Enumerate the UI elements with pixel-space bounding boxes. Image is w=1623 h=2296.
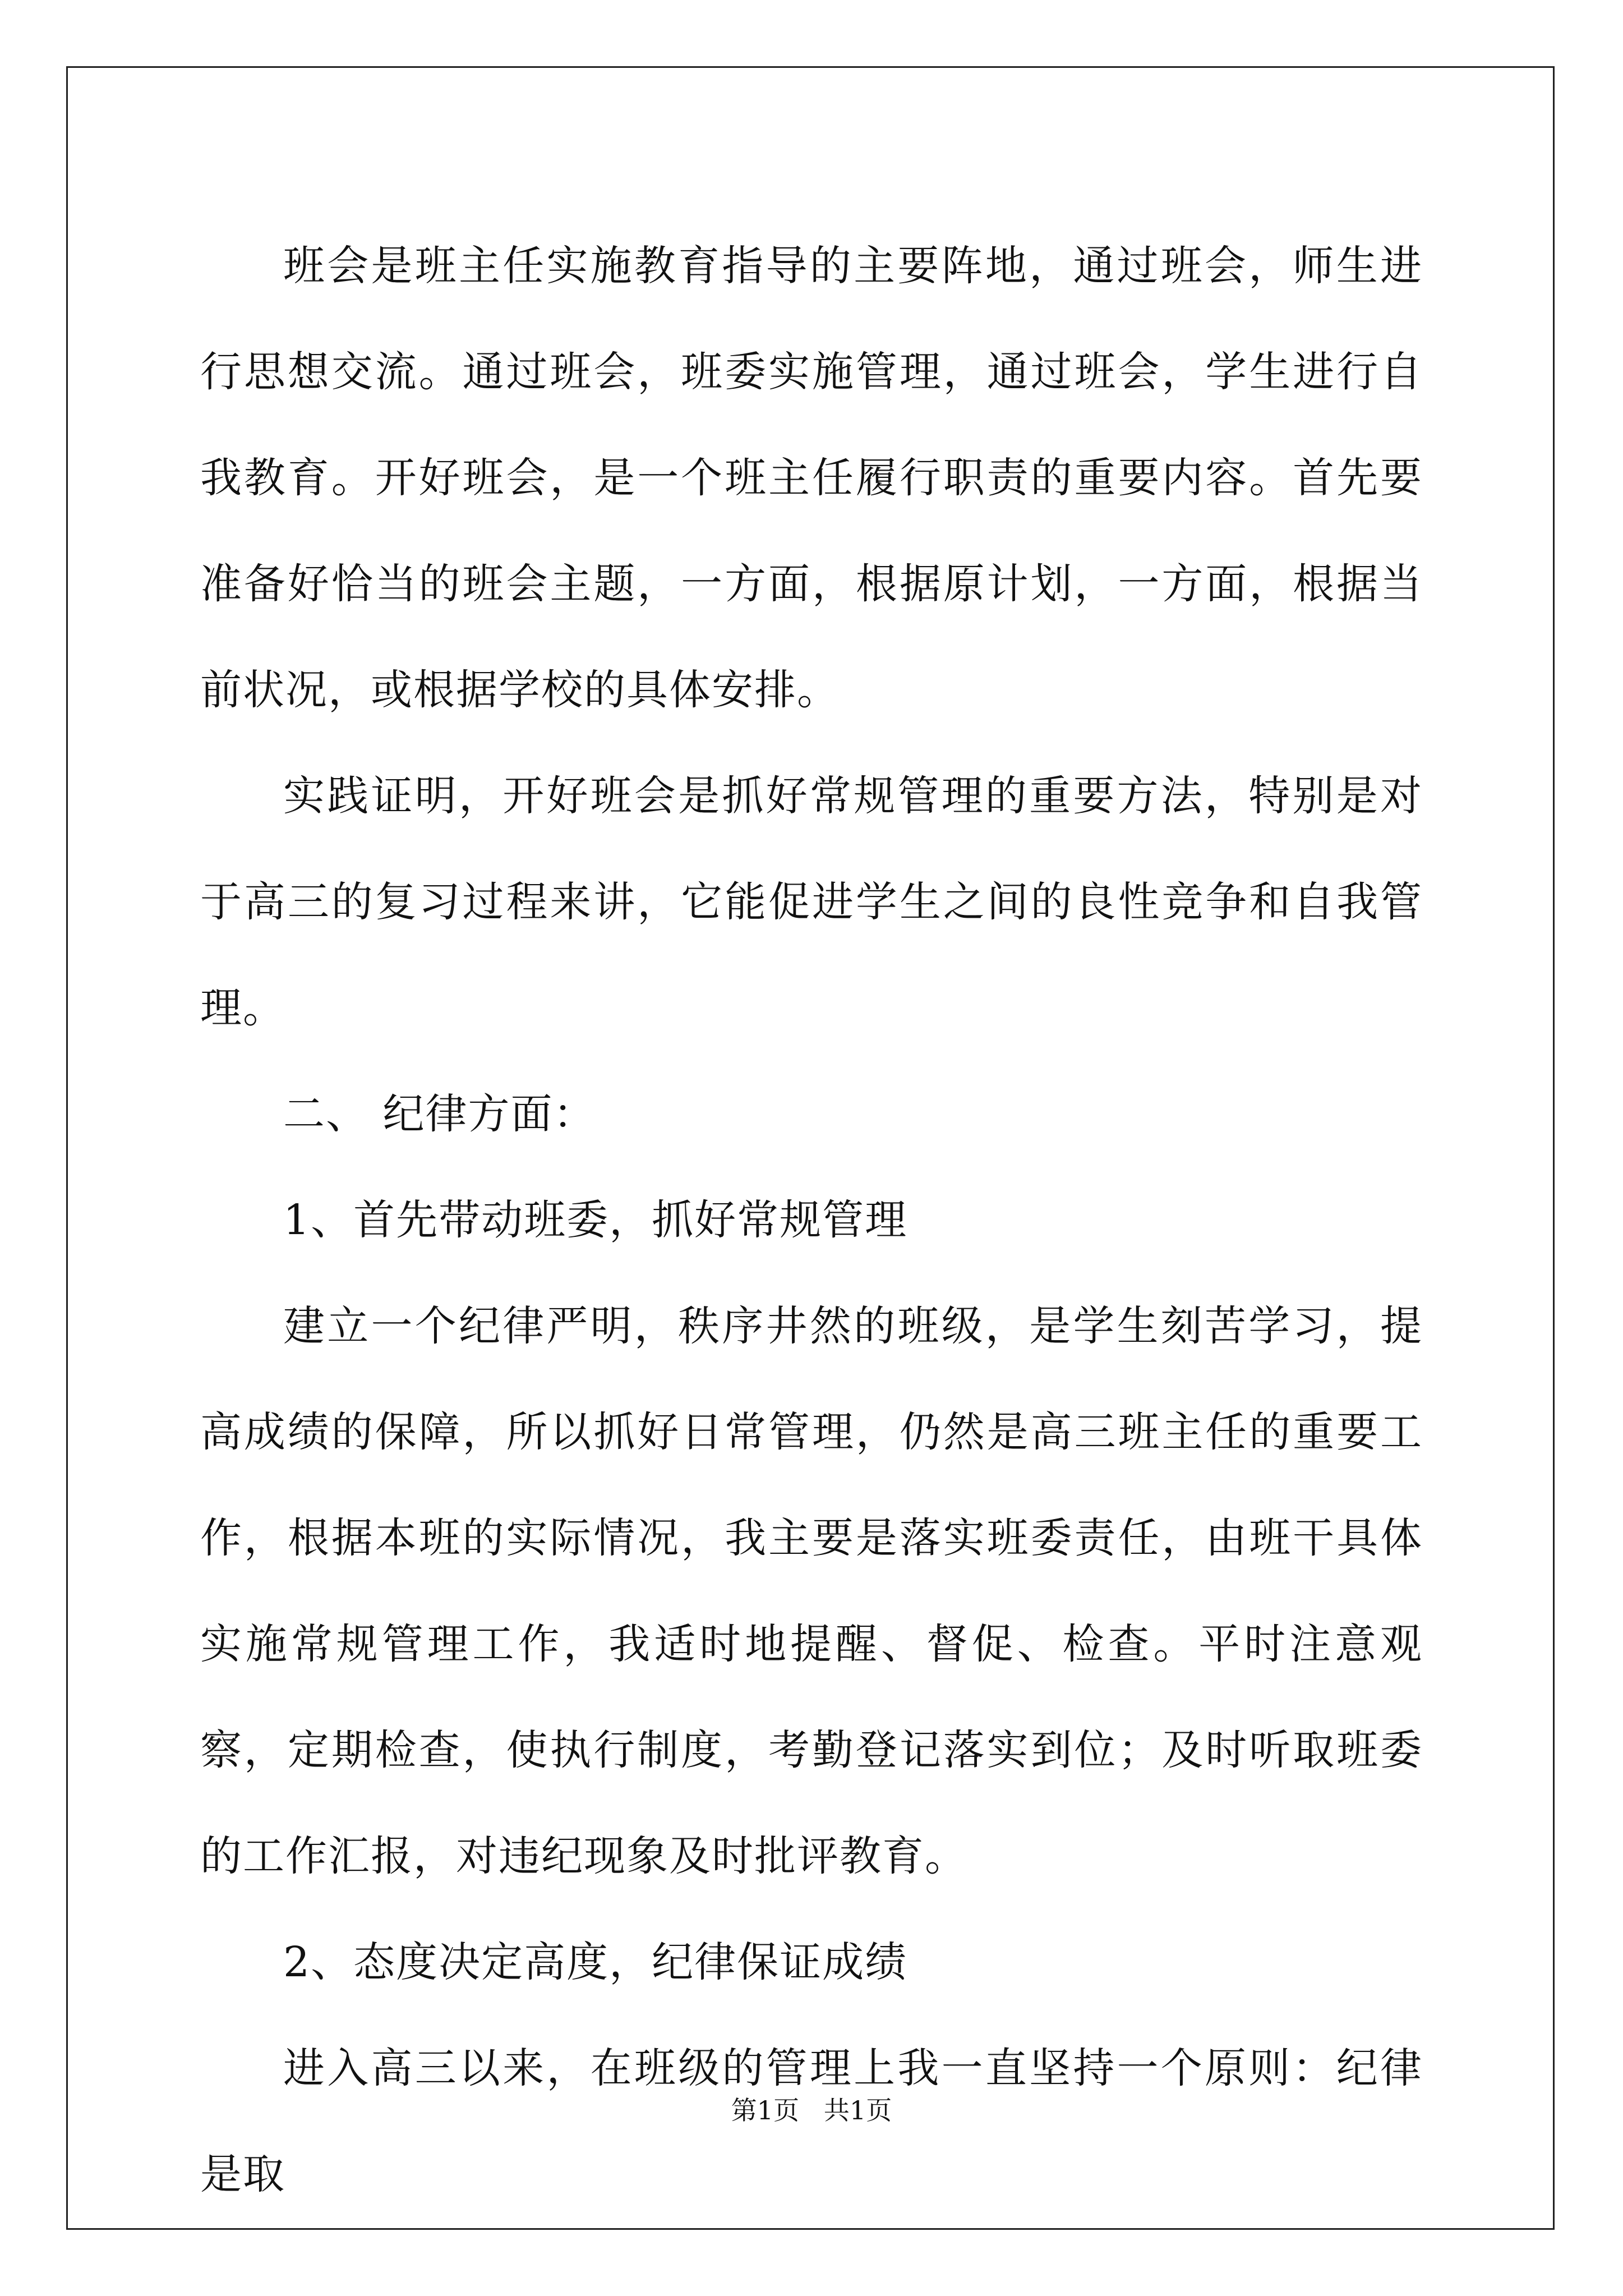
page-number: 第1页 共1页 (731, 2095, 892, 2125)
document-body (200, 213, 1423, 2228)
paragraph-class-management: 建立一个纪律严明，秩序井然的班级，是学生刻苦学习，提高成绩的保障，所以抓好日常管理，仍然是高三班主任的重要工作，根据本班的实际情况，我主要是落实班委责任，由班干具体实施常规管理工作，我适时地提醒、督促、检查。平时注意观察，定期检查，使执行制度，考勤登记落实到位；及时听取班委的工作汇报，对违纪现象及时批评教育。 (200, 1302, 1423, 1880)
paragraph-senior-year: 进入高三以来，在班级的管理上我一直坚持一个原则：纪律是取 (200, 2044, 1423, 2198)
paragraph-class-meeting: 班会是班主任实施教育指导的主要阵地，通过班会，师生进行思想交流。通过班会，班委实施管理，通过班会，学生进行自我教育。开好班会，是一个班主任履行职责的重要内容。首先要准备好恰当的班会主题，一方面，根据原计划，一方面，根据当前状况，或根据学校的具体安排。 (200, 242, 1423, 714)
paragraph-practice-proof: 实践证明，开好班会是抓好常规管理的重要方法，特别是对于高三的复习过程来讲，它能促进学生之间的良性竞争和自我管理。 (200, 772, 1423, 1032)
section-heading-discipline: 二、 纪律方面： (283, 1090, 596, 1138)
subheading-class-committee: 1、首先带动班委，抓好常规管理 (283, 1196, 908, 1244)
subheading-attitude: 2、态度决定高度，纪律保证成绩 (283, 1938, 908, 1986)
